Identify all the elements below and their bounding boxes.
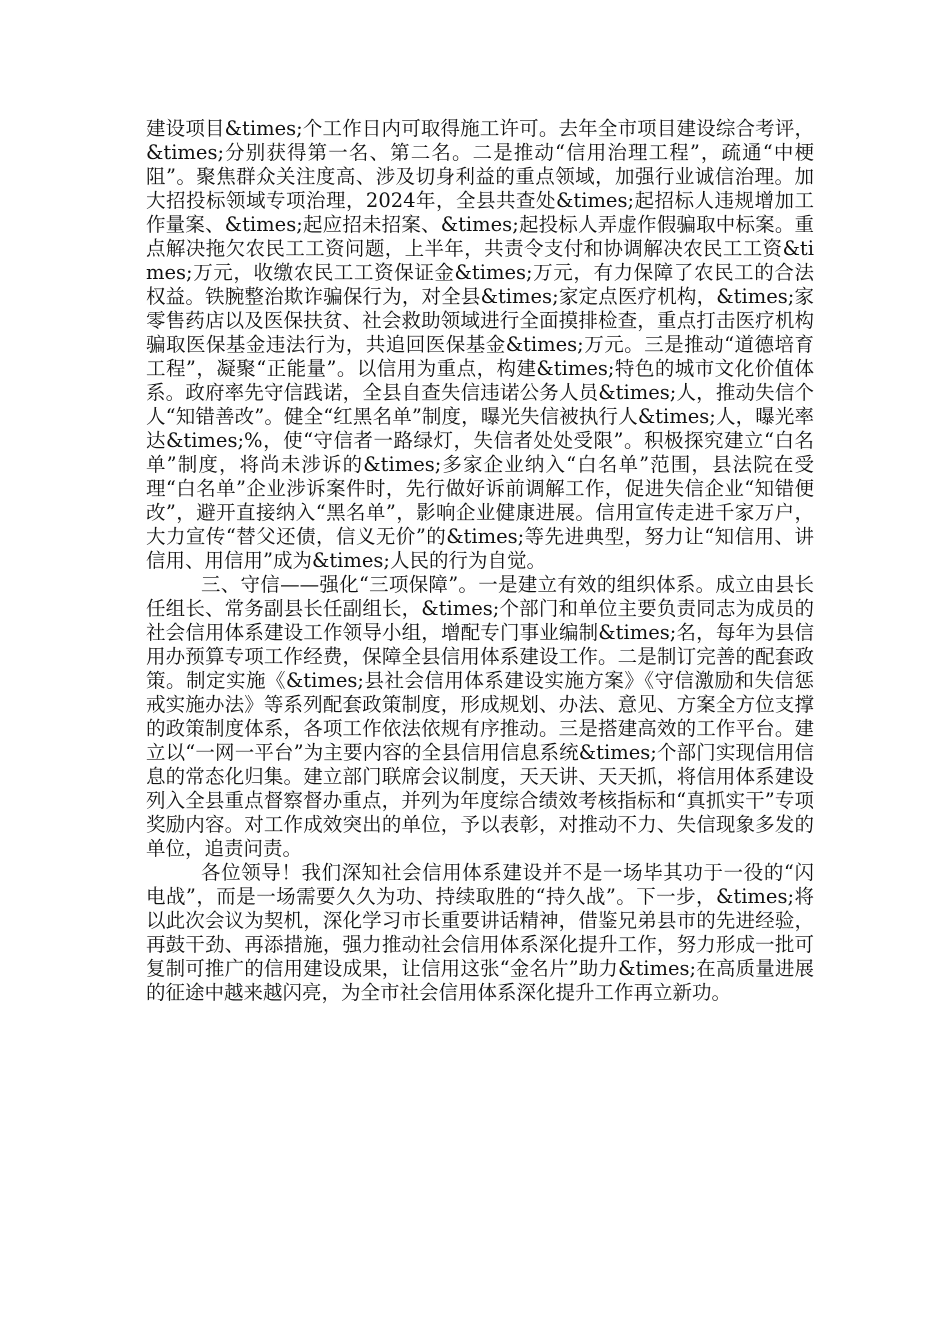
- paragraph-1: 建设项目&times;个工作日内可取得施工许可。去年全市项目建设综合考评，&times;分别获得第一名、第二名。二是推动“信用治理工程”，疏通“中梗阻”。聚焦群众关注度高、涉及切身利益的重点领域，加强行业诚信治理。加大招投标领域专项治理，2024年，全县共查处&times;起招标人违规增加工作量案、&times;起应招未招案、&times;起投标人弄虚作假骗取中标案。重点解决拖欠农民工工资问题，上半年，共责令支付和协调解决农民工工资&times;万元，收缴农民工工资保证金&times;万元，有力保障了农民工的合法权益。铁腕整治欺诈骗保行为，对全县&times;家定点医疗机构，&times;家零售药店以及医保扶贫、社会救助领域进行全面摸排检查，重点打击医疗机构骗取医保基金违法行为，共追回医保基金&times;万元。三是推动“道德培育工程”，凝聚“正能量”。以信用为重点，构建&times;特色的城市文化价值体系。政府率先守信践诺，全县自查失信违诺公务人员&times;人，推动失信个人“知错善改”。健全“红黑名单”制度，曝光失信被执行人&times;人，曝光率达&times;%，使“守信者一路绿灯，失信者处处受限”。积极探究建立“白名单”制度，将尚未涉诉的&times;多家企业纳入“白名单”范围，县法院在受理“白名单”企业涉诉案件时，先行做好诉前调解工作，促进失信企业“知错便改”，避开直接纳入“黑名单”，影响企业健康进展。信用宣传走进千家万户，大力宣传“替父还债，信义无价”的&times;等先进典型，努力让“知信用、讲信用、用信用”成为&times;人民的行为自觉。: [146, 117, 814, 572]
- document-page: [146, 117, 814, 1005]
- paragraph-3: 各位领导！我们深知社会信用体系建设并不是一场毕其功于一役的“闪电战”，而是一场需要久久为功、持续取胜的“持久战”。下一步，&times;将以此次会议为契机，深化学习市长重要讲话精神，借鉴兄弟县市的先进经验，再鼓干劲、再添措施，强力推动社会信用体系深化提升工作，努力形成一批可复制可推广的信用建设成果，让信用这张“金名片”助力&times;在高质量进展的征途中越来越闪亮，为全市社会信用体系深化提升工作再立新功。: [146, 861, 814, 1004]
- paragraph-2: 三、守信——强化“三项保障”。一是建立有效的组织体系。成立由县长任组长、常务副县长任副组长，&times;个部门和单位主要负责同志为成员的社会信用体系建设工作领导小组，增配专门事业编制&times;名，每年为县信用办预算专项工作经费，保障全县信用体系建设工作。二是制订完善的配套政策。制定实施《&times;县社会信用体系建设实施方案》《守信激励和失信惩戒实施办法》等系列配套政策制度，形成规划、办法、意见、方案全方位支撑的政策制度体系，各项工作依法依规有序推动。三是搭建高效的工作平台。建立以“一网一平台”为主要内容的全县信用信息系统&times;个部门实现信用信息的常态化归集。建立部门联席会议制度，天天讲、天天抓，将信用体系建设列入全县重点督察督办重点，并列为年度综合绩效考核指标和“真抓实干”专项奖励内容。对工作成效突出的单位，予以表彰，对推动不力、失信现象多发的单位，追责问责。: [146, 573, 814, 860]
